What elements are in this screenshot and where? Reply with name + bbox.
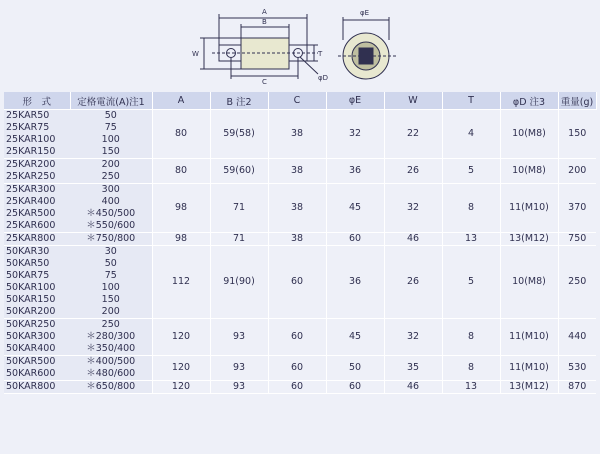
cell-type: 25KAR300 [4, 184, 70, 197]
cell-w: 32 [384, 184, 442, 233]
cell-rated-current: 75 [70, 270, 152, 282]
cell-phi-e: 60 [326, 381, 384, 394]
table-row [4, 184, 596, 197]
cell-phi-d: 10(M8) [500, 159, 558, 184]
header-w: W [384, 92, 442, 110]
table-row [4, 381, 596, 394]
cell-type: 50KAR400 [4, 343, 70, 356]
cell-rated-current: 150 [70, 294, 152, 306]
cell-a: 112 [152, 246, 210, 319]
header-type: 形 式 [4, 92, 70, 110]
cell-c: 38 [268, 184, 326, 233]
cell-c: 60 [268, 319, 326, 356]
cell-c: 38 [268, 110, 326, 159]
cell-c: 60 [268, 356, 326, 381]
header-weight: 重量(g) [558, 92, 596, 110]
cell-type: 50KAR100 [4, 282, 70, 294]
cell-phi-d: 11(M10) [500, 184, 558, 233]
cell-weight: 150 [558, 110, 596, 159]
cell-rated-current: ＊750/800 [70, 233, 152, 246]
cell-w: 32 [384, 319, 442, 356]
cell-type: 25KAR100 [4, 134, 70, 146]
cell-type: 50KAR30 [4, 246, 70, 259]
cell-phi-d: 10(M8) [500, 110, 558, 159]
dim-label-w: W [192, 50, 199, 58]
cell-a: 120 [152, 356, 210, 381]
cell-w: 46 [384, 233, 442, 246]
cell-phi-e: 50 [326, 356, 384, 381]
cell-b: 59(58) [210, 110, 268, 159]
dim-label-a: A [262, 8, 267, 16]
dim-label-t: T [318, 50, 323, 58]
cell-phi-d: 13(M12) [500, 381, 558, 394]
cell-weight: 870 [558, 381, 596, 394]
cell-rated-current: 100 [70, 282, 152, 294]
cell-type: 50KAR50 [4, 258, 70, 270]
cell-rated-current: ＊400/500 [70, 356, 152, 369]
cell-type: 50KAR150 [4, 294, 70, 306]
table-header-row [4, 92, 596, 110]
header-phi-d: φD 注3 [500, 92, 558, 110]
cell-rated-current: 75 [70, 122, 152, 134]
cell-rated-current: ＊280/300 [70, 331, 152, 343]
cell-rated-current: ＊550/600 [70, 220, 152, 233]
table-row [4, 110, 596, 123]
cell-phi-d: 13(M12) [500, 233, 558, 246]
cell-type: 25KAR400 [4, 196, 70, 208]
cell-t: 5 [442, 246, 500, 319]
cell-a: 120 [152, 381, 210, 394]
cell-t: 13 [442, 233, 500, 246]
dim-label-phi-e: φE [360, 9, 370, 17]
header-c: C [268, 92, 326, 110]
cell-w: 26 [384, 159, 442, 184]
cell-w: 26 [384, 246, 442, 319]
cell-type: 50KAR800 [4, 381, 70, 394]
cell-b: 71 [210, 233, 268, 246]
cell-weight: 750 [558, 233, 596, 246]
cell-phi-e: 60 [326, 233, 384, 246]
cell-type: 50KAR500 [4, 356, 70, 369]
cell-b: 59(60) [210, 159, 268, 184]
cell-type: 25KAR800 [4, 233, 70, 246]
cell-rated-current: 250 [70, 171, 152, 184]
fuse-dimension-diagram [0, 0, 600, 92]
cell-rated-current: ＊650/800 [70, 381, 152, 394]
cell-b: 93 [210, 381, 268, 394]
cell-c: 38 [268, 233, 326, 246]
cell-type: 50KAR300 [4, 331, 70, 343]
cell-t: 5 [442, 159, 500, 184]
cell-type: 50KAR75 [4, 270, 70, 282]
header-phi-e: φE [326, 92, 384, 110]
cell-type: 50KAR250 [4, 319, 70, 332]
cell-phi-e: 45 [326, 319, 384, 356]
cell-phi-e: 45 [326, 184, 384, 233]
header-rated-current: 定格電流(A)注1 [70, 92, 152, 110]
cell-rated-current: ＊350/400 [70, 343, 152, 356]
cell-c: 60 [268, 246, 326, 319]
cell-type: 25KAR200 [4, 159, 70, 172]
dim-label-b: B [262, 18, 267, 26]
cell-type: 25KAR250 [4, 171, 70, 184]
cell-rated-current: 200 [70, 306, 152, 319]
cell-type: 25KAR500 [4, 208, 70, 220]
cell-w: 22 [384, 110, 442, 159]
cell-a: 80 [152, 110, 210, 159]
table-row [4, 319, 596, 332]
cell-c: 60 [268, 381, 326, 394]
cell-t: 4 [442, 110, 500, 159]
dim-label-phi-d: φD [318, 74, 329, 82]
side-view [200, 14, 318, 79]
cell-phi-e: 36 [326, 159, 384, 184]
end-view [338, 17, 398, 79]
cell-phi-e: 32 [326, 110, 384, 159]
cell-b: 93 [210, 319, 268, 356]
table-row [4, 233, 596, 246]
table-body [4, 110, 596, 394]
cell-weight: 200 [558, 159, 596, 184]
cell-t: 13 [442, 381, 500, 394]
cell-type: 25KAR600 [4, 220, 70, 233]
cell-t: 8 [442, 356, 500, 381]
spec-table [4, 92, 597, 394]
cell-rated-current: 100 [70, 134, 152, 146]
cell-type: 25KAR50 [4, 110, 70, 123]
cell-t: 8 [442, 184, 500, 233]
cell-w: 46 [384, 381, 442, 394]
cell-rated-current: 50 [70, 110, 152, 123]
cell-weight: 530 [558, 356, 596, 381]
cell-a: 98 [152, 233, 210, 246]
cell-c: 38 [268, 159, 326, 184]
cell-rated-current: ＊480/600 [70, 368, 152, 381]
cell-type: 25KAR150 [4, 146, 70, 159]
header-t: T [442, 92, 500, 110]
cell-b: 71 [210, 184, 268, 233]
cell-rated-current: ＊450/500 [70, 208, 152, 220]
table-row [4, 159, 596, 172]
cell-phi-e: 36 [326, 246, 384, 319]
cell-rated-current: 30 [70, 246, 152, 259]
cell-a: 120 [152, 319, 210, 356]
cell-b: 93 [210, 356, 268, 381]
dim-label-c: C [262, 78, 267, 86]
cell-rated-current: 50 [70, 258, 152, 270]
cell-type: 50KAR200 [4, 306, 70, 319]
header-a: A [152, 92, 210, 110]
cell-a: 80 [152, 159, 210, 184]
table-row [4, 246, 596, 259]
cell-t: 8 [442, 319, 500, 356]
cell-type: 50KAR600 [4, 368, 70, 381]
cell-phi-d: 11(M10) [500, 356, 558, 381]
cell-rated-current: 250 [70, 319, 152, 332]
cell-weight: 370 [558, 184, 596, 233]
cell-rated-current: 300 [70, 184, 152, 197]
table-row [4, 356, 596, 369]
cell-b: 91(90) [210, 246, 268, 319]
cell-w: 35 [384, 356, 442, 381]
cell-rated-current: 200 [70, 159, 152, 172]
cell-phi-d: 10(M8) [500, 246, 558, 319]
cell-rated-current: 150 [70, 146, 152, 159]
cell-a: 98 [152, 184, 210, 233]
header-b: B 注2 [210, 92, 268, 110]
cell-weight: 440 [558, 319, 596, 356]
cell-phi-d: 11(M10) [500, 319, 558, 356]
cell-rated-current: 400 [70, 196, 152, 208]
cell-type: 25KAR75 [4, 122, 70, 134]
cell-weight: 250 [558, 246, 596, 319]
